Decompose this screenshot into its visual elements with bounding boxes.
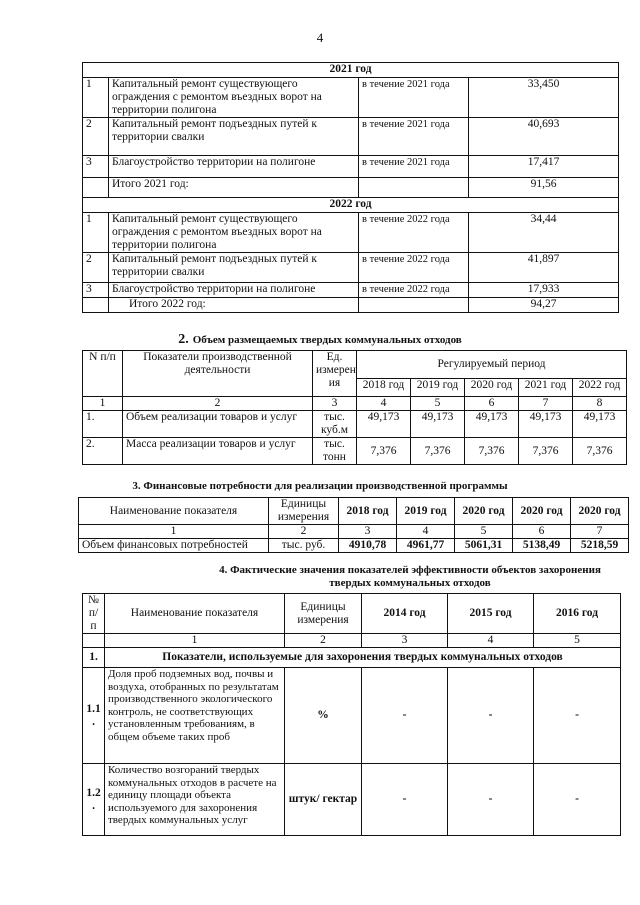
total-value: 94,27: [469, 298, 619, 313]
efficiency-table: [82, 593, 621, 836]
work-value: 17,417: [469, 156, 619, 178]
row-number: 2.: [83, 438, 123, 465]
work-name: Благоустройство территории на полигоне: [109, 283, 359, 298]
section-2-title: [0, 330, 640, 348]
column-numbers-row: [83, 397, 627, 411]
unit: тыс. куб.м: [313, 411, 357, 438]
year-header: 2019 год: [397, 498, 455, 525]
value-cell: 7,376: [357, 438, 411, 465]
year-header: 2016 год: [534, 594, 621, 634]
works-table: [82, 62, 619, 313]
year-header: 2020 год: [513, 498, 571, 525]
header-n: № п/п: [83, 594, 105, 634]
col-num: 3: [313, 397, 357, 411]
volume-table: [82, 350, 627, 465]
col-num: 5: [534, 634, 621, 648]
table-row: [79, 539, 629, 553]
work-value: 41,897: [469, 253, 619, 283]
col-num: 2: [285, 634, 362, 648]
value-cell: 7,376: [519, 438, 573, 465]
value-cell: -: [534, 764, 621, 836]
year-header: 2019 год: [411, 379, 465, 397]
row-number: 3: [83, 156, 109, 178]
col-num: 6: [513, 525, 571, 539]
value-cell: 49,173: [465, 411, 519, 438]
year-header: 2020 год: [465, 379, 519, 397]
header-period: Регулируемый период: [357, 351, 627, 379]
unit: тыс. тонн: [313, 438, 357, 465]
table-row: [83, 411, 627, 438]
work-period: в течение 2021 года: [359, 118, 469, 156]
value-cell: 4961,77: [397, 539, 455, 553]
work-name: Капитальный ремонт существующего ограждения с ремонтом въездных ворот на территории полигона: [109, 78, 359, 118]
table-row: [83, 283, 619, 298]
header-unit: Единицы измерения: [269, 498, 339, 525]
row-number: 2: [83, 118, 109, 156]
table-row: [83, 118, 619, 156]
work-value: 40,693: [469, 118, 619, 156]
work-period: в течение 2022 года: [359, 253, 469, 283]
col-num: 4: [397, 525, 455, 539]
col-num: 1: [105, 634, 285, 648]
indicator-name: Доля проб подземных вод, почвы и воздуха, отобранных по результатам производственного экологического контроль, не соответствующих установленным требованиям, в общем объеме таких проб: [105, 668, 285, 764]
work-value: 33,450: [469, 78, 619, 118]
row-number: 1.1 .: [83, 668, 105, 764]
value-cell: 5061,31: [455, 539, 513, 553]
column-numbers-row: [79, 525, 629, 539]
header-n: N п/п: [83, 351, 123, 397]
value-cell: 7,376: [573, 438, 627, 465]
year-2021-header: 2021 год: [83, 63, 619, 78]
year-header: 2018 год: [357, 379, 411, 397]
year-header: 2022 год: [573, 379, 627, 397]
col-num: 4: [448, 634, 534, 648]
work-period: в течение 2022 года: [359, 213, 469, 253]
header-name: Наименование показателя: [105, 594, 285, 634]
table-row: [83, 253, 619, 283]
col-num: 2: [123, 397, 313, 411]
page-number: 4: [316, 30, 324, 45]
total-label: Итого 2021 год:: [109, 178, 359, 198]
section-2-number: 2.: [178, 332, 189, 347]
total-row: [83, 178, 619, 198]
work-name: Благоустройство территории на полигоне: [109, 156, 359, 178]
year-2022-header: 2022 год: [83, 198, 619, 213]
value-cell: -: [448, 764, 534, 836]
value-cell: 7,376: [411, 438, 465, 465]
total-row: [83, 298, 619, 313]
section-3-title: 3. Финансовые потребности для реализации производственной программы: [132, 480, 508, 492]
col-num: 1: [83, 397, 123, 411]
work-name: Капитальный ремонт существующего ограждения с ремонтом въездных ворот на территории полигона: [109, 213, 359, 253]
header-name: Наименование показателя: [79, 498, 269, 525]
unit: %: [285, 668, 362, 764]
year-header: 2018 год: [339, 498, 397, 525]
col-num: 1: [79, 525, 269, 539]
year-header: 2014 год: [362, 594, 448, 634]
work-period: в течение 2021 года: [359, 156, 469, 178]
unit: штук/ гектар: [285, 764, 362, 836]
year-header: 2020 год: [571, 498, 629, 525]
row-number: 3: [83, 283, 109, 298]
value-cell: -: [534, 668, 621, 764]
col-num: 7: [571, 525, 629, 539]
work-name: Капитальный ремонт подъездных путей к территории свалки: [109, 118, 359, 156]
value-cell: 4910,78: [339, 539, 397, 553]
value-cell: -: [362, 668, 448, 764]
table-row: [83, 668, 621, 764]
table-row: [83, 156, 619, 178]
row-number: 1.: [83, 411, 123, 438]
col-num: 3: [339, 525, 397, 539]
table-row: [83, 764, 621, 836]
year-header: 2015 год: [448, 594, 534, 634]
unit: тыс. руб.: [269, 539, 339, 553]
value-cell: 49,173: [573, 411, 627, 438]
indicator-name: Объем финансовых потребностей: [79, 539, 269, 553]
column-numbers-row: [83, 634, 621, 648]
work-value: 17,933: [469, 283, 619, 298]
col-num: 5: [411, 397, 465, 411]
table-row: [83, 78, 619, 118]
header-unit: Единицы измерения: [285, 594, 362, 634]
year-header: 2020 год: [455, 498, 513, 525]
year-header: 2021 год: [519, 379, 573, 397]
value-cell: 49,173: [519, 411, 573, 438]
work-period: в течение 2022 года: [359, 283, 469, 298]
row-number: 1.2 .: [83, 764, 105, 836]
table-row: [83, 213, 619, 253]
table-row: [83, 438, 627, 465]
row-number: 1: [83, 213, 109, 253]
work-name: Капитальный ремонт подъездных путей к территории свалки: [109, 253, 359, 283]
header-indicator: Показатели производственной деятельности: [123, 351, 313, 397]
col-num: 6: [465, 397, 519, 411]
value-cell: 7,376: [465, 438, 519, 465]
col-num: 3: [362, 634, 448, 648]
indicator-name: Объем реализации товаров и услуг: [123, 411, 313, 438]
value-cell: -: [448, 668, 534, 764]
header-unit: Ед. измерен ия: [313, 351, 357, 397]
col-num: 2: [269, 525, 339, 539]
total-label: Итого 2022 год:: [109, 298, 359, 313]
group-row: [83, 648, 621, 668]
row-number: 1: [83, 78, 109, 118]
section-2-title-text: Объем размещаемых твердых коммунальных отходов: [192, 334, 462, 346]
value-cell: -: [362, 764, 448, 836]
col-num: 7: [519, 397, 573, 411]
value-cell: 49,173: [411, 411, 465, 438]
work-value: 34,44: [469, 213, 619, 253]
indicator-name: Масса реализации товаров и услуг: [123, 438, 313, 465]
section-4-title: 4. Фактические значения показателей эффективности объектов захоронения твердых коммунальных отходов: [219, 564, 601, 589]
group-number: 1.: [83, 648, 105, 668]
row-number: 2: [83, 253, 109, 283]
value-cell: 5138,49: [513, 539, 571, 553]
value-cell: 5218,59: [571, 539, 629, 553]
finance-table: [78, 497, 629, 553]
col-num: 8: [573, 397, 627, 411]
group-title: Показатели, используемые для захоронения твердых коммунальных отходов: [105, 648, 621, 668]
work-period: в течение 2021 года: [359, 78, 469, 118]
indicator-name: Количество возгораний твердых коммунальных отходов в расчете на единицу площади объекта используемого для захоронения твердых коммунальных услуг: [105, 764, 285, 836]
col-num: 5: [455, 525, 513, 539]
value-cell: 49,173: [357, 411, 411, 438]
total-value: 91,56: [469, 178, 619, 198]
col-num: 4: [357, 397, 411, 411]
